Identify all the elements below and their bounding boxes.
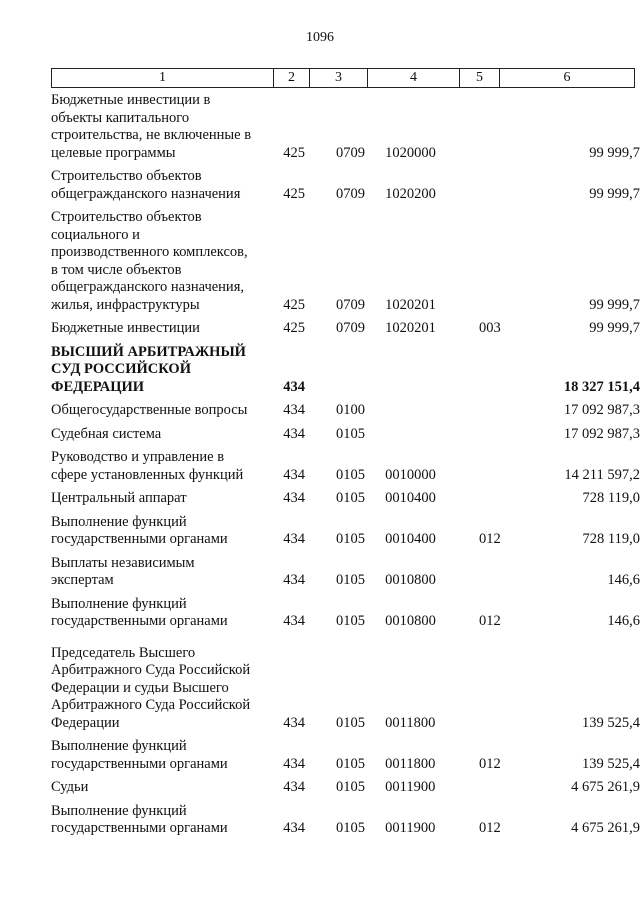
row-col-3: 0709	[336, 296, 365, 313]
row-name: Выполнение функций государственными органами	[51, 595, 228, 629]
row-name: Центральный аппарат	[51, 490, 187, 506]
row-value: 4 675 261,9	[571, 820, 640, 836]
row-name: Председатель Высшего Арбитражного Суда Российской Федерации и судьи Высшего Арбитражного Суда Российской Федерации	[51, 644, 251, 731]
row-col-3: 0105	[336, 714, 365, 731]
row-col-4: 0010800	[385, 613, 436, 629]
row-value: 17 092 987,3	[563, 402, 640, 418]
row-col-5: 003	[479, 320, 501, 336]
row-name: Строительство объектов общегражданского назначения	[51, 168, 241, 202]
row-name: Выполнение функций государственными органами	[51, 513, 228, 547]
row-value: 17 092 987,3	[563, 425, 640, 442]
row-col-4: 0010800	[385, 572, 436, 588]
page-number: 1096	[306, 30, 334, 45]
row-col-2: 434	[283, 572, 305, 588]
row-col-2: 434	[283, 531, 305, 547]
row-value: 4 675 261,9	[571, 779, 640, 795]
table-row	[0, 645, 640, 733]
row-col-3: 0709	[336, 320, 365, 336]
row-value: 728 119,0	[582, 531, 640, 547]
row-name: Выполнение функций государственными органами	[51, 802, 228, 836]
row-col-2: 434	[283, 779, 305, 795]
table-body	[0, 92, 640, 844]
row-col-2: 434	[283, 378, 305, 395]
row-value: 146,6	[607, 572, 640, 588]
table-row	[0, 344, 640, 397]
table-row	[0, 779, 640, 797]
row-col-4: 0011800	[385, 755, 436, 772]
row-col-2: 434	[283, 613, 305, 629]
row-col-3: 0709	[336, 185, 365, 202]
row-value: 18 327 151,4	[563, 378, 640, 395]
row-col-2: 425	[283, 185, 305, 202]
row-col-3: 0709	[336, 144, 365, 161]
row-col-3: 0105	[336, 613, 365, 629]
row-col-3: 0105	[336, 572, 365, 588]
row-col-4: 0010400	[385, 531, 436, 547]
row-col-2: 434	[283, 425, 305, 442]
table-row	[0, 402, 640, 420]
row-col-2: 434	[283, 490, 305, 506]
row-name: Строительство объектов социального и производственного комплексов, в том числе объектов общегражданского назначения, жилья, инфраструктуры	[51, 209, 248, 313]
table-row	[0, 320, 640, 338]
row-col-5: 012	[479, 531, 501, 547]
table-row	[0, 514, 640, 549]
row-col-4: 0011900	[385, 820, 436, 836]
row-name: Бюджетные инвестиции в объекты капитального строительства, не включенные в целевые программы	[51, 92, 252, 161]
table-row	[0, 92, 640, 162]
row-col-2: 425	[283, 144, 305, 161]
row-col-4: 1020201	[385, 320, 436, 336]
table-row	[0, 449, 640, 484]
row-name: Руководство и управление в сфере установленных функций	[51, 449, 244, 483]
row-col-2: 434	[283, 714, 305, 731]
row-col-4: 0010000	[385, 466, 436, 483]
row-name: Общегосударственные вопросы	[51, 402, 248, 418]
row-col-5: 012	[479, 820, 501, 836]
row-col-2: 434	[283, 755, 305, 772]
row-col-4: 1020201	[385, 296, 436, 313]
table-row	[0, 596, 640, 631]
row-col-3: 0105	[336, 820, 365, 836]
header-col-3: 3	[310, 69, 368, 87]
row-col-4: 1020200	[385, 185, 436, 202]
table-row	[0, 738, 640, 773]
row-col-4: 0010400	[385, 490, 436, 506]
table-row	[0, 209, 640, 314]
table-header	[51, 68, 635, 88]
header-col-6: 6	[563, 70, 571, 85]
row-name: Судьи	[51, 779, 89, 795]
row-value: 146,6	[607, 613, 640, 629]
row-name: Выплаты независимым экспертам	[51, 554, 195, 588]
table-row	[0, 168, 640, 203]
header-col-5: 5	[460, 69, 500, 87]
row-name: Бюджетные инвестиции	[51, 320, 200, 336]
row-col-3: 0105	[336, 531, 365, 547]
row-col-2: 434	[283, 820, 305, 836]
row-col-4: 0011800	[385, 714, 436, 731]
row-value: 139 525,4	[581, 714, 640, 731]
row-col-2: 425	[283, 296, 305, 313]
row-col-3: 0105	[336, 425, 365, 442]
row-col-3: 0105	[336, 490, 365, 506]
row-value: 99 999,7	[589, 320, 640, 336]
row-name: Судебная система	[51, 425, 162, 442]
table-row	[0, 426, 640, 444]
row-name: Выполнение функций государственными органами	[51, 738, 228, 772]
row-value: 99 999,7	[589, 144, 640, 161]
table-row	[0, 803, 640, 838]
header-col-2: 2	[274, 69, 310, 87]
header-col-1: 1	[52, 69, 274, 87]
row-col-3: 0105	[336, 755, 365, 772]
row-col-2: 434	[283, 402, 305, 418]
row-col-4: 0011900	[385, 779, 436, 795]
row-name: ВЫСШИЙ АРБИТРАЖНЫЙ СУД РОССИЙСКОЙ ФЕДЕРАЦИИ	[51, 343, 246, 395]
row-col-2: 425	[283, 320, 305, 336]
row-value: 99 999,7	[589, 185, 640, 202]
header-col-4: 4	[368, 69, 460, 87]
table-row	[0, 555, 640, 590]
row-value: 728 119,0	[582, 490, 640, 506]
table-row	[0, 490, 640, 508]
row-col-4: 1020000	[385, 144, 436, 161]
row-col-3: 0105	[336, 466, 365, 483]
row-value: 139 525,4	[581, 755, 640, 772]
row-col-3: 0100	[336, 402, 365, 418]
row-col-5: 012	[479, 613, 501, 629]
row-value: 99 999,7	[589, 296, 640, 313]
row-col-3: 0105	[336, 779, 365, 795]
row-value: 14 211 597,2	[564, 466, 640, 483]
row-col-5: 012	[479, 755, 501, 772]
row-col-2: 434	[283, 466, 305, 483]
